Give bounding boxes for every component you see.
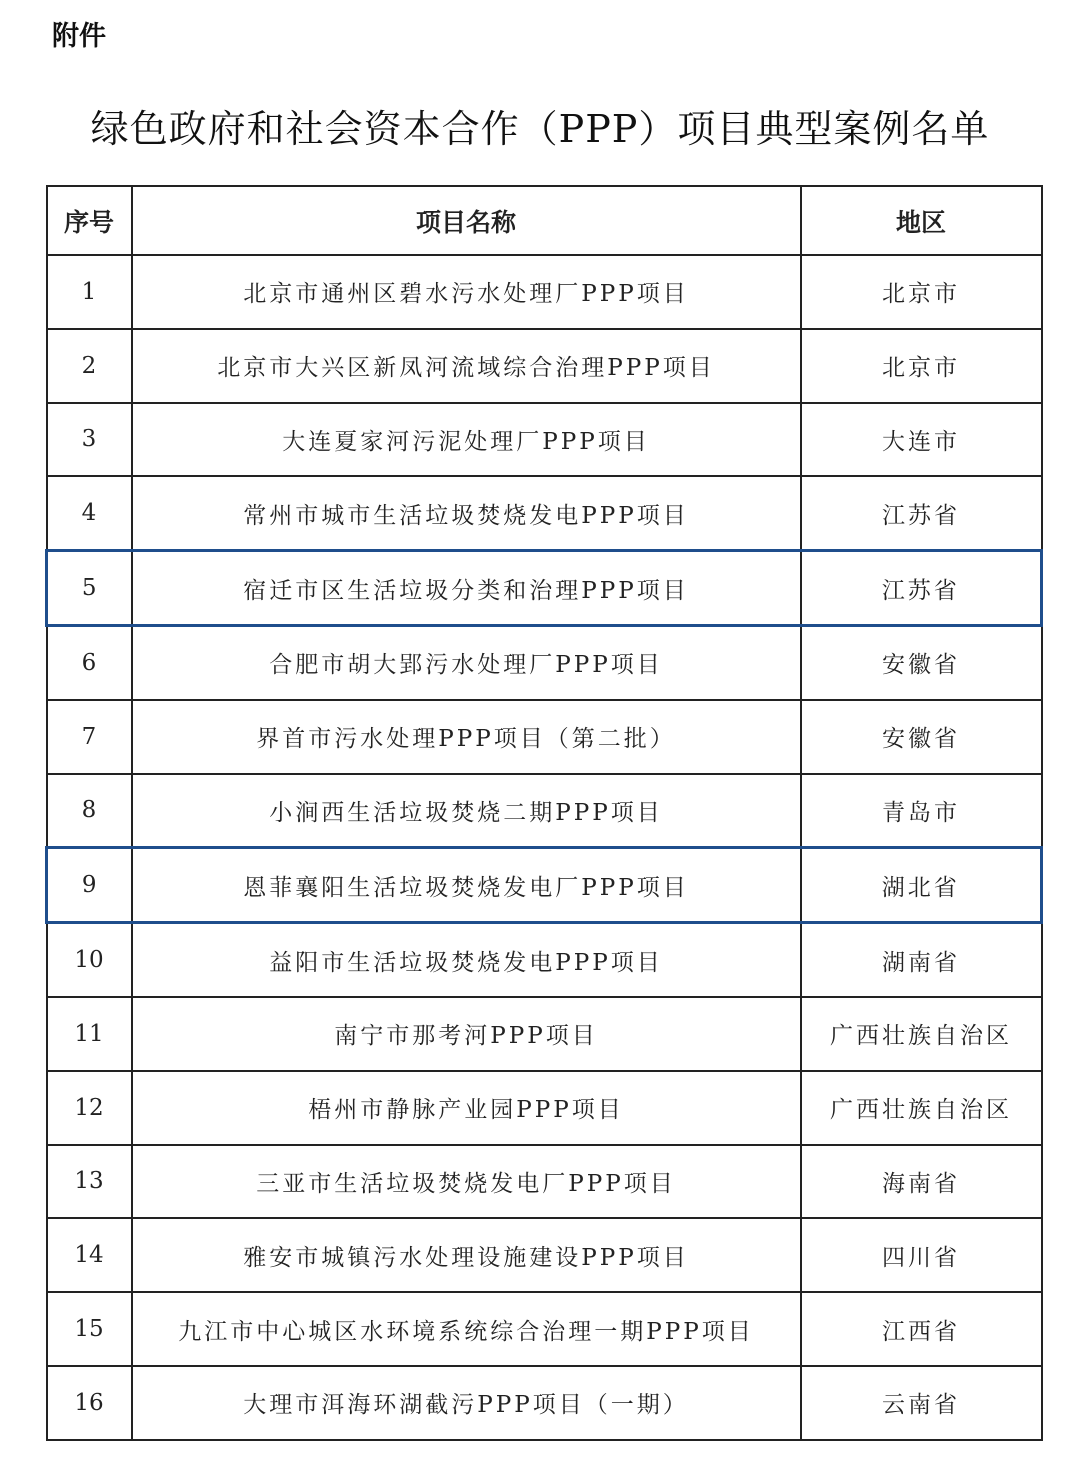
project-name-cell: 雅安市城镇污水处理设施建设PPP项目 — [132, 1218, 801, 1292]
table-row — [47, 551, 1042, 626]
table-row — [47, 255, 1042, 329]
table-row — [47, 476, 1042, 550]
table-row — [47, 1218, 1042, 1292]
table-row — [47, 774, 1042, 848]
region-cell: 广西壮族自治区 — [801, 1071, 1042, 1145]
column-header-region: 地区 — [801, 186, 1042, 255]
table-row — [47, 625, 1042, 699]
region-cell: 云南省 — [801, 1366, 1042, 1440]
column-header-number: 序号 — [47, 186, 132, 255]
region-cell: 安徽省 — [801, 625, 1042, 699]
region-cell: 湖北省 — [801, 848, 1042, 923]
table-row — [47, 403, 1042, 477]
table-row — [47, 329, 1042, 403]
region-cell: 北京市 — [801, 329, 1042, 403]
table-header-row — [47, 186, 1042, 255]
row-number-cell: 15 — [47, 1292, 132, 1366]
row-number-cell: 9 — [47, 848, 132, 923]
project-name-cell: 界首市污水处理PPP项目（第二批） — [132, 700, 801, 774]
project-name-cell: 宿迁市区生活垃圾分类和治理PPP项目 — [132, 551, 801, 626]
table-row — [47, 700, 1042, 774]
row-number-cell: 11 — [47, 997, 132, 1071]
table-row — [47, 1366, 1042, 1440]
region-cell: 大连市 — [801, 403, 1042, 477]
region-cell: 广西壮族自治区 — [801, 997, 1042, 1071]
row-number-cell: 2 — [47, 329, 132, 403]
region-cell: 湖南省 — [801, 923, 1042, 997]
table-row — [47, 1145, 1042, 1219]
project-name-cell: 梧州市静脉产业园PPP项目 — [132, 1071, 801, 1145]
table-row — [47, 848, 1042, 923]
row-number-cell: 4 — [47, 476, 132, 550]
row-number-cell: 6 — [47, 625, 132, 699]
region-cell: 四川省 — [801, 1218, 1042, 1292]
region-cell: 北京市 — [801, 255, 1042, 329]
project-name-cell: 合肥市胡大郢污水处理厂PPP项目 — [132, 625, 801, 699]
table-row — [47, 1292, 1042, 1366]
row-number-cell: 8 — [47, 774, 132, 848]
project-name-cell: 大理市洱海环湖截污PPP项目（一期） — [132, 1366, 801, 1440]
project-table — [45, 185, 1043, 1441]
project-name-cell: 北京市大兴区新凤河流域综合治理PPP项目 — [132, 329, 801, 403]
project-name-cell: 恩菲襄阳生活垃圾焚烧发电厂PPP项目 — [132, 848, 801, 923]
project-name-cell: 大连夏家河污泥处理厂PPP项目 — [132, 403, 801, 477]
region-cell: 海南省 — [801, 1145, 1042, 1219]
region-cell: 青岛市 — [801, 774, 1042, 848]
row-number-cell: 10 — [47, 923, 132, 997]
table-row — [47, 923, 1042, 997]
table-row — [47, 1071, 1042, 1145]
row-number-cell: 14 — [47, 1218, 132, 1292]
project-name-cell: 小涧西生活垃圾焚烧二期PPP项目 — [132, 774, 801, 848]
project-name-cell: 三亚市生活垃圾焚烧发电厂PPP项目 — [132, 1145, 801, 1219]
region-cell: 江西省 — [801, 1292, 1042, 1366]
region-cell: 江苏省 — [801, 476, 1042, 550]
attachment-label: 附件 — [52, 21, 106, 52]
table-row — [47, 997, 1042, 1071]
project-name-cell: 九江市中心城区水环境系统综合治理一期PPP项目 — [132, 1292, 801, 1366]
row-number-cell: 12 — [47, 1071, 132, 1145]
region-cell: 江苏省 — [801, 551, 1042, 626]
row-number-cell: 13 — [47, 1145, 132, 1219]
row-number-cell: 1 — [47, 255, 132, 329]
row-number-cell: 3 — [47, 403, 132, 477]
row-number-cell: 16 — [47, 1366, 132, 1440]
document-title: 绿色政府和社会资本合作（PPP）项目典型案例名单 — [90, 107, 990, 151]
project-name-cell: 南宁市那考河PPP项目 — [132, 997, 801, 1071]
row-number-cell: 7 — [47, 700, 132, 774]
project-name-cell: 益阳市生活垃圾焚烧发电PPP项目 — [132, 923, 801, 997]
project-name-cell: 常州市城市生活垃圾焚烧发电PPP项目 — [132, 476, 801, 550]
row-number-cell: 5 — [47, 551, 132, 626]
region-cell: 安徽省 — [801, 700, 1042, 774]
column-header-project-name: 项目名称 — [132, 186, 801, 255]
project-name-cell: 北京市通州区碧水污水处理厂PPP项目 — [132, 255, 801, 329]
